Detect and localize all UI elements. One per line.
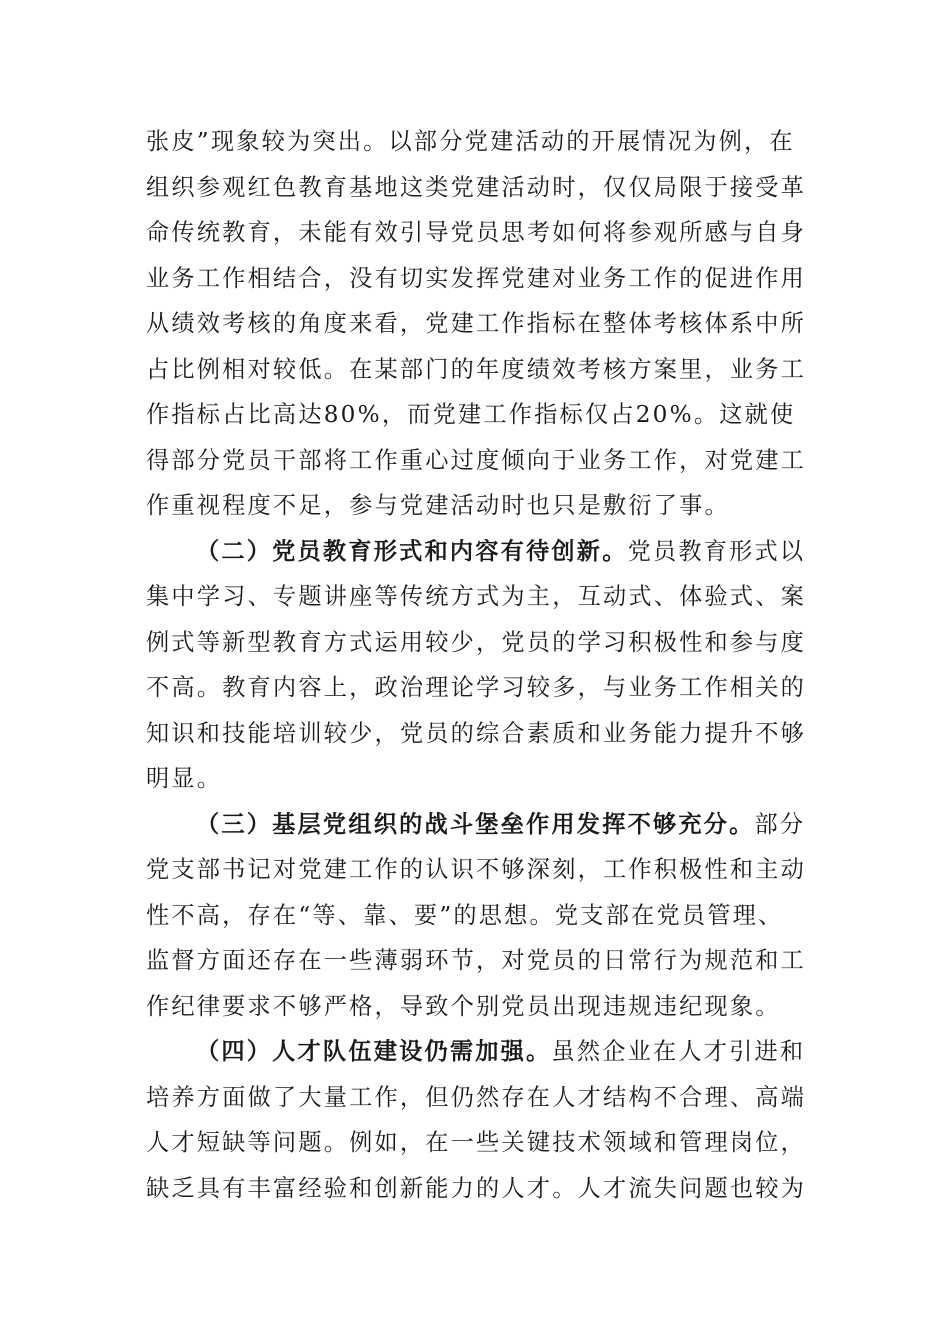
text-line: 作重视程度不足，参与党建活动时也只是敷衍了事。: [146, 492, 730, 519]
document-body: [146, 119, 806, 1211]
section-heading: （三）基层党组织的战斗堡垒作用发挥不够充分。: [196, 810, 755, 838]
text-line: 例式等新型教育方式运用较少，党员的学习积极性和参与度: [146, 628, 807, 656]
paragraph-party-education: [146, 529, 806, 802]
text-line: 党支部书记对党建工作的认识不够深刻，工作积极性和主动: [146, 856, 807, 883]
text-line: 得部分党员干部将工作重心过度倾向于业务工作，对党建工: [146, 446, 807, 474]
paragraph-talent-team: [146, 1029, 806, 1211]
text-run: 虽然企业在人才引进和: [551, 1038, 806, 1065]
text-line: 组织参观红色教育基地这类党建活动时，仅仅局限于接受革: [146, 173, 807, 201]
text-line: [146, 802, 806, 848]
text-line: 集中学习、专题讲座等传统方式为主，互动式、体验式、案: [146, 583, 807, 610]
text-line: 人才短缺等问题。例如，在一些关键技术领域和管理岗位，: [146, 1129, 807, 1156]
text-line: 作纪律要求不够严格，导致个别党员出现违规违纪现象。: [146, 992, 781, 1020]
text-line: 作指标占比高达80%，而党建工作指标仅占20%。这就使: [146, 401, 796, 428]
text-line: 缺乏具有丰富经验和创新能力的人才。人才流失问题也较为: [146, 1174, 807, 1202]
text-line: 张皮”现象较为突出。以部分党建活动的开展情况为例，在: [146, 128, 795, 155]
text-line: 不高。教育内容上，政治理论学习较多，与业务工作相关的: [146, 674, 807, 701]
section-heading: （二）党员教育形式和内容有待创新。: [196, 537, 628, 565]
text-line: 占比例相对较低。在某部门的年度绩效考核方案里，业务工: [146, 355, 807, 383]
text-run: 部分: [754, 810, 806, 838]
text-line: 业务工作相结合，没有切实发挥党建对业务工作的促进作用: [146, 264, 807, 292]
text-line: 性不高，存在“等、靠、要”的思想。党支部在党员管理、: [146, 901, 784, 929]
text-line: 监督方面还存在一些薄弱环节，对党员的日常行为规范和工: [146, 947, 807, 974]
text-line: [146, 529, 806, 575]
text-line: 从绩效考核的角度来看，党建工作指标在整体考核体系中所: [146, 310, 807, 337]
text-line: [146, 1029, 806, 1075]
section-heading: （四）人才队伍建设仍需加强。: [196, 1038, 552, 1065]
paragraph-grassroots-organization: [146, 802, 806, 1030]
text-run: 党员教育形式以: [627, 537, 806, 565]
paragraph-performance: [146, 119, 806, 529]
text-line: 培养方面做了大量工作，但仍然存在人才结构不合理、高端: [146, 1083, 807, 1111]
text-line: 明显。: [146, 765, 223, 792]
text-line: 命传统教育，未能有效引导党员思考如何将参观所感与自身: [146, 219, 807, 246]
text-line: 知识和技能培训较少，党员的综合素质和业务能力提升不够: [146, 719, 807, 747]
